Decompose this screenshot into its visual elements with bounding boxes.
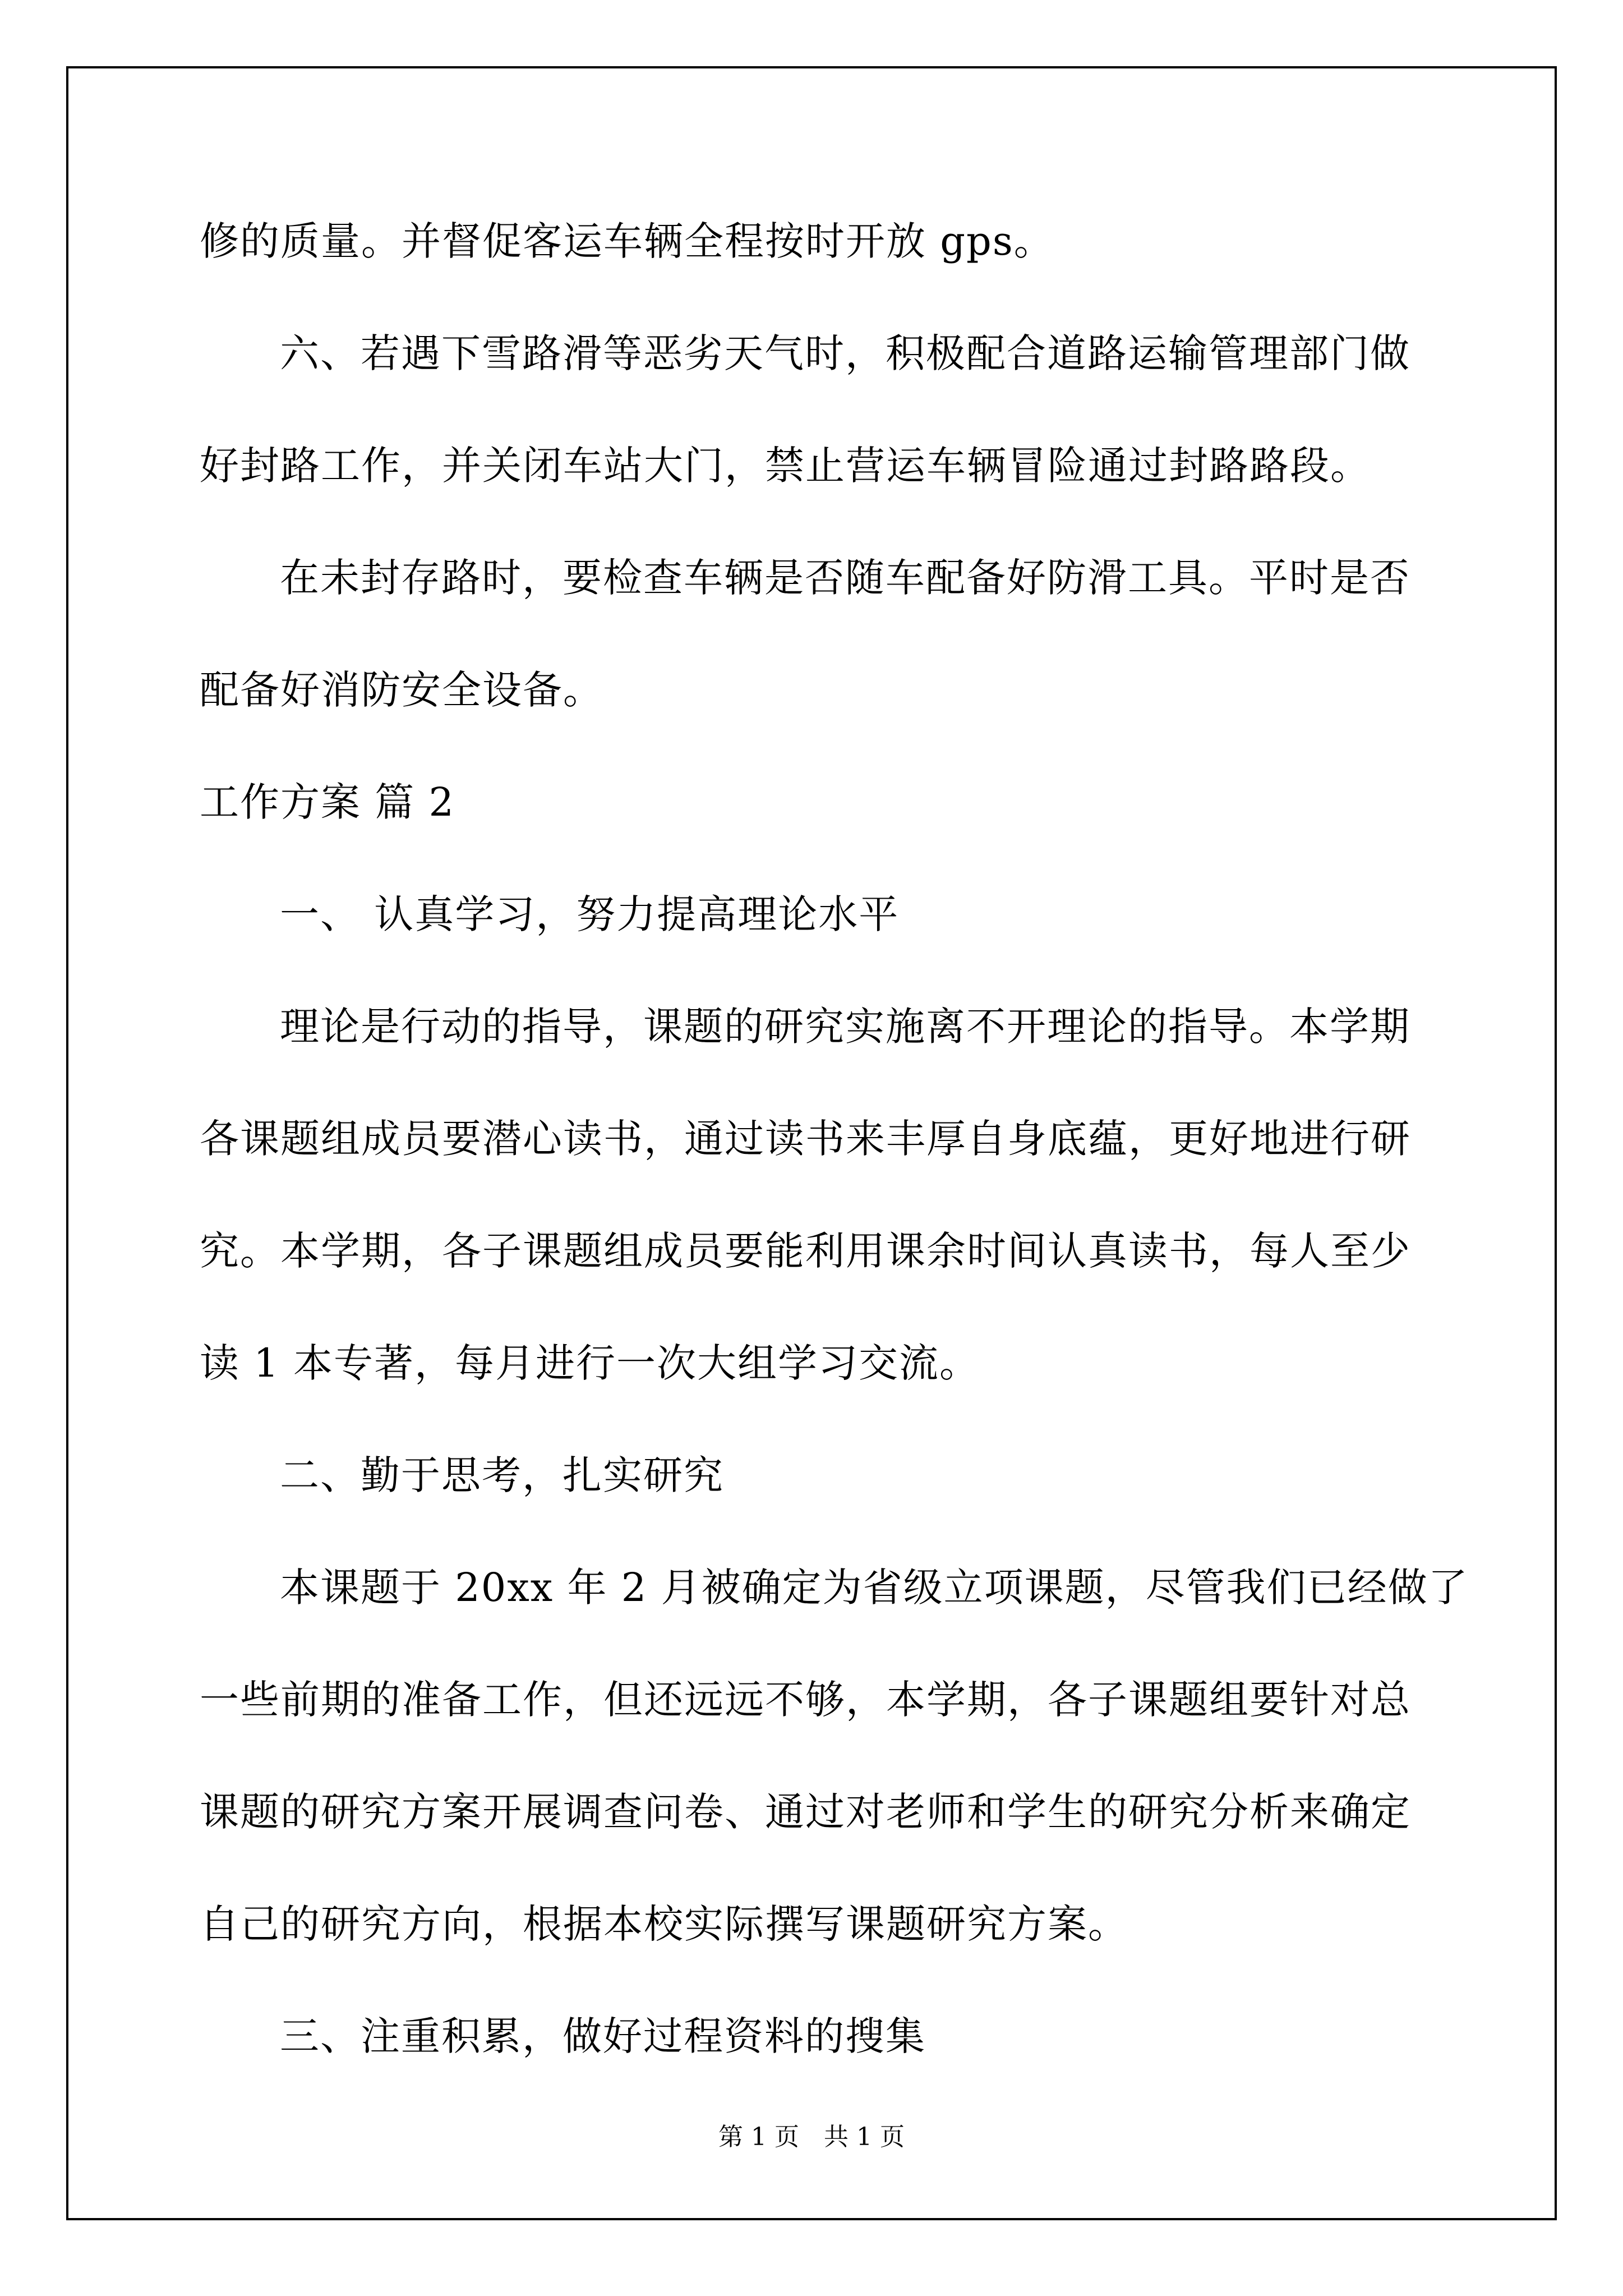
paragraph-line: 读 1 本专著，每月进行一次大组学习交流。 bbox=[200, 1340, 980, 1386]
page-number: 第 1 页 共 1 页 bbox=[718, 2123, 905, 2151]
subsection-heading: 三、注重积累，做好过程资料的搜集 bbox=[280, 2013, 926, 2059]
paragraph-line: 各课题组成员要潜心读书，通过读书来丰厚自身底蕴，更好地进行研 bbox=[200, 1116, 1411, 1162]
subsection-heading: 二、勤于思考，扎实研究 bbox=[280, 1452, 724, 1498]
subsection-heading: 一、 认真学习，努力提高理论水平 bbox=[280, 891, 900, 937]
section-heading: 工作方案 篇 2 bbox=[200, 779, 455, 825]
paragraph-line: 自己的研究方向，根据本校实际撰写课题研究方案。 bbox=[200, 1901, 1128, 1947]
document-body bbox=[200, 213, 1469, 2064]
paragraph-line: 课题的研究方案开展调查问卷、通过对老师和学生的研究分析来确定 bbox=[200, 1789, 1411, 1835]
paragraph-line: 一些前期的准备工作，但还远远不够，本学期，各子课题组要针对总 bbox=[200, 1677, 1411, 1723]
paragraph-line: 六、若遇下雪路滑等恶劣天气时，积极配合道路运输管理部门做 bbox=[280, 330, 1410, 376]
paragraph-line: 修的质量。并督促客运车辆全程按时开放 gps。 bbox=[200, 218, 1054, 264]
paragraph-line: 理论是行动的指导，课题的研究实施离不开理论的指导。本学期 bbox=[280, 1004, 1410, 1050]
paragraph-line: 在未封存路时，要检查车辆是否随车配备好防滑工具。平时是否 bbox=[280, 555, 1410, 601]
paragraph-line: 本课题于 20xx 年 2 月被确定为省级立项课题，尽管我们已经做了 bbox=[280, 1565, 1469, 1611]
paragraph-line: 配备好消防安全设备。 bbox=[200, 667, 603, 713]
paragraph-line: 好封路工作，并关闭车站大门，禁止营运车辆冒险通过封路路段。 bbox=[200, 443, 1371, 489]
paragraph-line: 究。本学期，各子课题组成员要能利用课余时间认真读书，每人至少 bbox=[200, 1228, 1411, 1274]
